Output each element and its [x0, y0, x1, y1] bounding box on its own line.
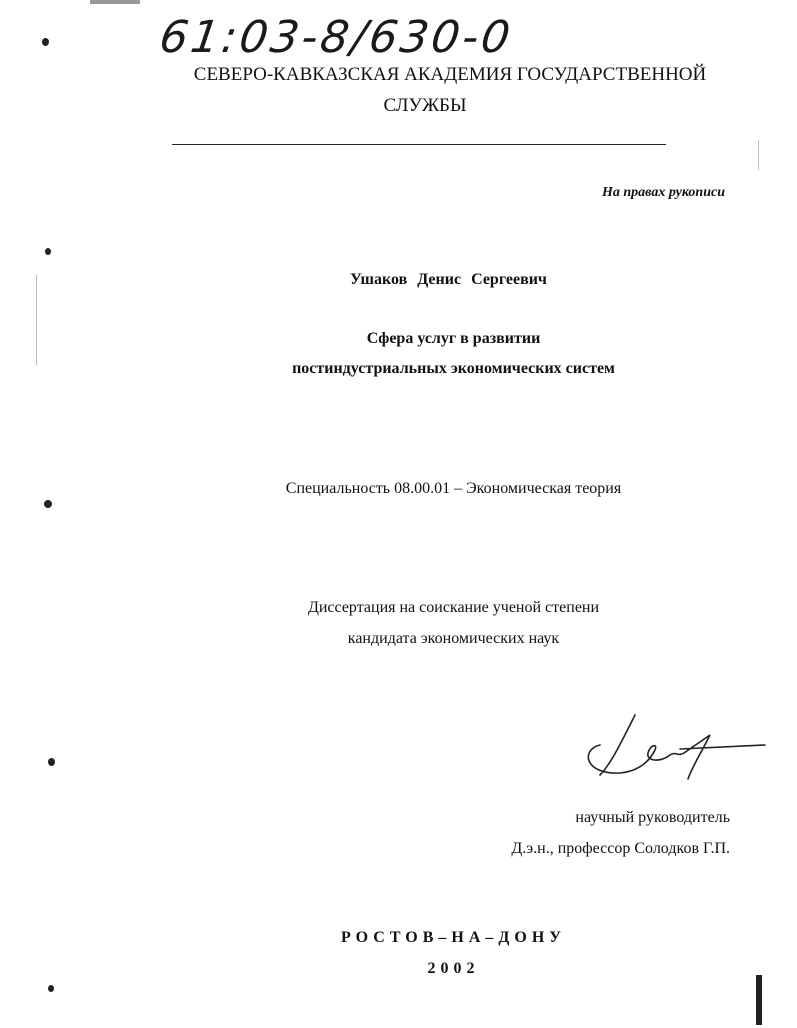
title-line-1: Сфера услуг в развитии: [366, 330, 541, 347]
signature-image: [580, 705, 770, 785]
scan-edge-line: [36, 275, 37, 365]
supervisor-name: Д.э.н., профессор Солодков Г.П.: [511, 840, 730, 857]
rights-note: На правах рукописи: [602, 185, 725, 200]
dissertation-line-2: кандидата экономических наук: [347, 630, 560, 647]
binder-hole-mark: [45, 248, 51, 255]
binder-hole-mark: [42, 38, 49, 46]
binder-hole-mark: [48, 758, 55, 766]
scan-edge-line: [758, 140, 759, 170]
supervisor-role: научный руководитель: [575, 809, 730, 826]
author-name: Ушаков Денис Сергеевич: [350, 271, 547, 288]
archive-code-handwritten: 61:03-8/630-0: [156, 12, 516, 63]
title-line-2: постиндустриальных экономических систем: [292, 360, 615, 377]
organization-line-2: СЛУЖБЫ: [383, 95, 467, 116]
specialty: Специальность 08.00.01 – Экономическая теория: [285, 480, 622, 497]
binder-hole-mark: [44, 500, 52, 508]
scan-edge-mark: [756, 975, 762, 1025]
binder-hole-mark: [48, 985, 54, 992]
city: РОСТОВ–НА–ДОНУ: [340, 929, 567, 946]
year: 2002: [427, 960, 480, 977]
scan-edge-line: [90, 0, 140, 4]
dissertation-line-1: Диссертация на соискание ученой степени: [307, 599, 600, 616]
header-divider: [172, 144, 666, 145]
organization-line-1: СЕВЕРО-КАВКАЗСКАЯ АКАДЕМИЯ ГОСУДАРСТВЕННОЙ: [193, 64, 707, 85]
